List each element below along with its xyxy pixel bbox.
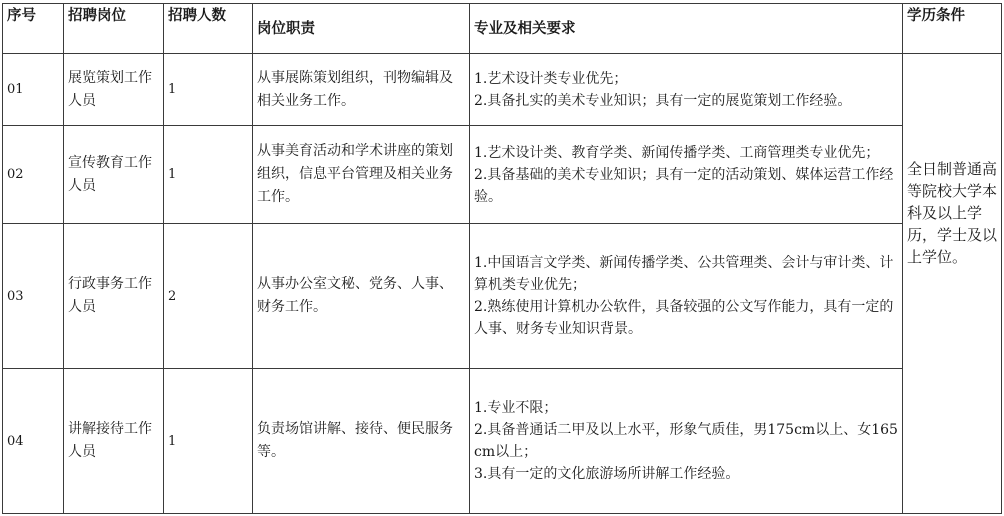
header-count: 招聘人数 bbox=[164, 4, 253, 54]
requirement-line: 2.具备基础的美术专业知识；具有一定的活动策划、媒体运营工作经验。 bbox=[474, 166, 894, 205]
header-requirements: 专业及相关要求 bbox=[470, 4, 903, 54]
row-count: 2 bbox=[164, 224, 253, 369]
table-row bbox=[3, 54, 1002, 126]
row-count: 1 bbox=[164, 369, 253, 514]
row-requirements bbox=[470, 54, 903, 126]
row-count: 1 bbox=[164, 54, 253, 126]
row-index: 02 bbox=[3, 126, 64, 224]
row-position: 宣传教育工作人员 bbox=[64, 126, 164, 224]
requirement-line: 3.具有一定的文化旅游场所讲解工作经验。 bbox=[474, 466, 740, 482]
row-index: 03 bbox=[3, 224, 64, 369]
row-duties: 从事展陈策划组织，刊物编辑及相关业务工作。 bbox=[253, 54, 470, 126]
requirement-line: 2.具备扎实的美术专业知识；具有一定的展览策划工作经验。 bbox=[474, 92, 852, 109]
table-row bbox=[3, 224, 1002, 369]
row-duties: 从事美育活动和学术讲座的策划组织，信息平台管理及相关业务工作。 bbox=[253, 126, 470, 224]
requirement-line: 1.艺术设计类、教育学类、新闻传播学类、工商管理类专业优先； bbox=[474, 144, 880, 161]
row-requirements bbox=[470, 369, 903, 514]
row-index: 01 bbox=[3, 54, 64, 126]
requirement-line: 2.熟练使用计算机办公软件，具备较强的公文写作能力，具有一定的人事、财务专业知识背景。 bbox=[474, 299, 894, 337]
table-row bbox=[3, 126, 1002, 224]
header-index: 序号 bbox=[3, 4, 64, 54]
row-count: 1 bbox=[164, 126, 253, 224]
requirement-line: 1.专业不限； bbox=[474, 400, 558, 416]
requirement-line: 2.具备普通话二甲及以上水平，形象气质佳，男175cm以上、女165cm以上； bbox=[474, 422, 898, 460]
row-position: 讲解接待工作人员 bbox=[64, 369, 164, 514]
row-duties: 从事办公室文秘、党务、人事、财务工作。 bbox=[253, 224, 470, 369]
requirement-line: 1.艺术设计类专业优先； bbox=[474, 70, 628, 87]
row-index: 04 bbox=[3, 369, 64, 514]
requirement-line: 1.中国语言文学类、新闻传播学类、公共管理类、会计与审计类、计算机类专业优先； bbox=[474, 255, 894, 293]
education-requirement: 全日制普通高等院校大学本科及以上学历，学士及以上学位。 bbox=[903, 54, 1002, 514]
row-requirements bbox=[470, 126, 903, 224]
row-duties: 负责场馆讲解、接待、便民服务等。 bbox=[253, 369, 470, 514]
header-row bbox=[3, 4, 1002, 54]
header-position: 招聘岗位 bbox=[64, 4, 164, 54]
table-row bbox=[3, 369, 1002, 514]
row-position: 行政事务工作人员 bbox=[64, 224, 164, 369]
row-requirements bbox=[470, 224, 903, 369]
header-duties: 岗位职责 bbox=[253, 4, 470, 54]
recruitment-table bbox=[2, 3, 1002, 514]
header-education: 学历条件 bbox=[903, 4, 1002, 54]
row-position: 展览策划工作人员 bbox=[64, 54, 164, 126]
